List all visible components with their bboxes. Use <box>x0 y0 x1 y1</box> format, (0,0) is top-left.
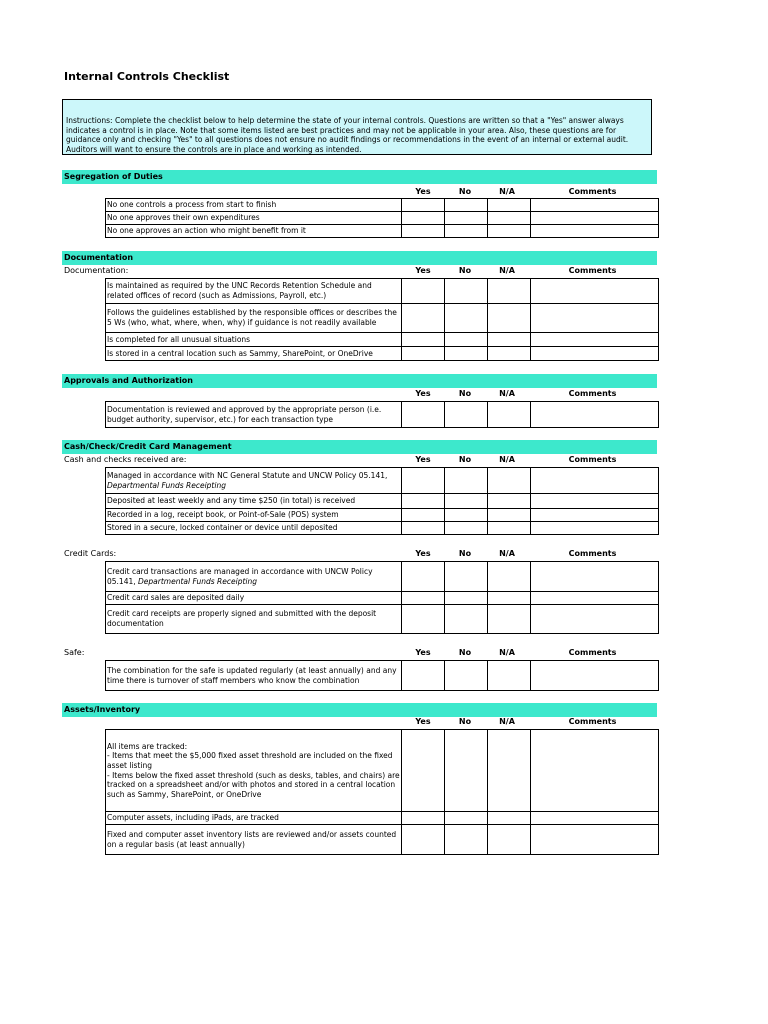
na-cell[interactable] <box>488 522 531 535</box>
yes-cell[interactable] <box>402 279 445 304</box>
question-cell: Is completed for all unusual situations <box>106 333 402 347</box>
column-headers <box>402 648 657 660</box>
na-cell[interactable] <box>488 661 531 691</box>
no-cell[interactable] <box>445 494 488 509</box>
table-row <box>106 212 659 225</box>
na-cell[interactable] <box>488 402 531 428</box>
no-cell[interactable] <box>445 333 488 347</box>
section-documentation: Documentation <box>62 251 657 265</box>
table-row <box>106 347 659 361</box>
table-row <box>106 730 659 812</box>
comments-cell[interactable] <box>531 825 659 855</box>
table-row <box>106 279 659 304</box>
yes-cell[interactable] <box>402 605 445 634</box>
table-row <box>106 825 659 855</box>
table-row <box>106 522 659 535</box>
question-cell: Computer assets, including iPads, are tracked <box>106 812 402 825</box>
col-comments: Comments <box>568 389 617 398</box>
comments-cell[interactable] <box>531 509 659 522</box>
question-cell: Is stored in a central location such as Sammy, SharePoint, or OneDrive <box>106 347 402 361</box>
question-cell: Credit card receipts are properly signed and submitted with the deposit documentation <box>106 605 402 634</box>
question-cell: No one controls a process from start to finish <box>106 199 402 212</box>
no-cell[interactable] <box>445 225 488 238</box>
column-headers <box>402 717 657 729</box>
table-row <box>106 509 659 522</box>
no-cell[interactable] <box>445 468 488 494</box>
col-na: N/A <box>499 187 515 196</box>
instructions-box: Instructions: Complete the checklist below to help determine the state of your internal controls. Questions are written so that a "Yes" answer always indicates a control is in place. Note that some items listed are best practices and may not be applicable in your area. Also, these questions are for guidance only and checking "Yes" to all questions does not ensure no audit findings or recommendations in the event of an internal or external audit. Auditors will want to ensure the controls are in place and working as intended. <box>62 99 652 155</box>
col-yes: Yes <box>415 187 431 196</box>
yes-cell[interactable] <box>402 199 445 212</box>
na-cell[interactable] <box>488 212 531 225</box>
comments-cell[interactable] <box>531 730 659 812</box>
question-cell <box>106 730 402 812</box>
yes-cell[interactable] <box>402 522 445 535</box>
col-no: No <box>458 266 472 275</box>
no-cell[interactable] <box>445 347 488 361</box>
no-cell[interactable] <box>445 825 488 855</box>
comments-cell[interactable] <box>531 347 659 361</box>
col-no: No <box>458 648 472 657</box>
question-line: - Items that meet the $5,000 fixed asset threshold are included on the fixed asset listing <box>107 751 393 770</box>
comments-cell[interactable] <box>531 402 659 428</box>
na-cell[interactable] <box>488 562 531 592</box>
na-cell[interactable] <box>488 279 531 304</box>
col-yes: Yes <box>415 455 431 464</box>
col-yes: Yes <box>415 389 431 398</box>
policy-title: Departmental Funds Receipting <box>107 480 226 490</box>
column-headers <box>402 549 657 561</box>
yes-cell[interactable] <box>402 730 445 812</box>
comments-cell[interactable] <box>531 592 659 605</box>
table-row <box>106 468 659 494</box>
comments-cell[interactable] <box>531 494 659 509</box>
segregation-table <box>105 198 659 238</box>
no-cell[interactable] <box>445 592 488 605</box>
na-cell[interactable] <box>488 812 531 825</box>
na-cell[interactable] <box>488 468 531 494</box>
documentation-table <box>105 278 659 361</box>
question-cell: No one approves an action who might benefit from it <box>106 225 402 238</box>
table-row <box>106 494 659 509</box>
yes-cell[interactable] <box>402 825 445 855</box>
comments-cell[interactable] <box>531 468 659 494</box>
safe-table <box>105 660 659 691</box>
yes-cell[interactable] <box>402 212 445 225</box>
question-cell <box>106 562 402 592</box>
question-cell: Follows the guidelines established by the responsible offices or describes the 5 Ws (who, what, where, when, why) if guidance is not readily available <box>106 304 402 333</box>
policy-title: Departmental Funds Receipting <box>138 576 257 586</box>
col-comments: Comments <box>568 187 617 196</box>
comments-cell[interactable] <box>531 333 659 347</box>
table-row <box>106 592 659 605</box>
yes-cell[interactable] <box>402 304 445 333</box>
col-yes: Yes <box>415 266 431 275</box>
na-cell[interactable] <box>488 509 531 522</box>
no-cell[interactable] <box>445 812 488 825</box>
col-na: N/A <box>499 648 515 657</box>
column-headers <box>402 389 657 401</box>
col-comments: Comments <box>568 266 617 275</box>
table-row <box>106 225 659 238</box>
na-cell[interactable] <box>488 304 531 333</box>
table-row <box>106 605 659 634</box>
col-na: N/A <box>499 549 515 558</box>
na-cell[interactable] <box>488 730 531 812</box>
na-cell[interactable] <box>488 333 531 347</box>
table-row <box>106 661 659 691</box>
cash-checks-label: Cash and checks received are: <box>64 455 187 464</box>
yes-cell[interactable] <box>402 562 445 592</box>
question-cell: Fixed and computer asset inventory lists are reviewed and/or assets counted on a regular basis (at least annually) <box>106 825 402 855</box>
safe-label: Safe: <box>64 648 85 657</box>
no-cell[interactable] <box>445 212 488 225</box>
section-assets-inventory: Assets/Inventory <box>62 703 657 717</box>
na-cell[interactable] <box>488 347 531 361</box>
question-cell <box>106 468 402 494</box>
question-line: - Items below the fixed asset threshold (such as desks, tables, and chairs) are tracked on a spreadsheet and/or with photos and stored in a central location such as Sammy, SharePoint, or OneDrive <box>107 770 400 799</box>
no-cell[interactable] <box>445 509 488 522</box>
col-comments: Comments <box>568 717 617 726</box>
comments-cell[interactable] <box>531 304 659 333</box>
col-yes: Yes <box>415 717 431 726</box>
table-row <box>106 304 659 333</box>
col-no: No <box>458 187 472 196</box>
credit-cards-label: Credit Cards: <box>64 549 117 558</box>
table-row <box>106 562 659 592</box>
question-line: All items are tracked: <box>107 741 188 751</box>
yes-cell[interactable] <box>402 661 445 691</box>
yes-cell[interactable] <box>402 509 445 522</box>
yes-cell[interactable] <box>402 592 445 605</box>
col-yes: Yes <box>415 549 431 558</box>
na-cell[interactable] <box>488 494 531 509</box>
comments-cell[interactable] <box>531 199 659 212</box>
documentation-label: Documentation: <box>64 266 129 275</box>
yes-cell[interactable] <box>402 494 445 509</box>
question-cell: Recorded in a log, receipt book, or Point-of-Sale (POS) system <box>106 509 402 522</box>
section-segregation-of-duties: Segregation of Duties <box>62 170 657 184</box>
no-cell[interactable] <box>445 279 488 304</box>
table-row <box>106 199 659 212</box>
question-cell: Stored in a secure, locked container or device until deposited <box>106 522 402 535</box>
yes-cell[interactable] <box>402 812 445 825</box>
col-no: No <box>458 717 472 726</box>
col-comments: Comments <box>568 455 617 464</box>
col-na: N/A <box>499 389 515 398</box>
section-cash-check-credit-card-management: Cash/Check/Credit Card Management <box>62 440 657 454</box>
question-cell: No one approves their own expenditures <box>106 212 402 225</box>
na-cell[interactable] <box>488 825 531 855</box>
comments-cell[interactable] <box>531 279 659 304</box>
col-na: N/A <box>499 717 515 726</box>
comments-cell[interactable] <box>531 661 659 691</box>
col-no: No <box>458 455 472 464</box>
question-cell: Documentation is reviewed and approved by the appropriate person (i.e. budget authority, supervisor, etc.) for each transaction type <box>106 402 402 428</box>
col-no: No <box>458 389 472 398</box>
page-title: Internal Controls Checklist <box>64 70 230 83</box>
no-cell[interactable] <box>445 661 488 691</box>
question-text: Managed in accordance with NC General Statute and UNCW Policy 05.141, <box>107 470 388 480</box>
na-cell[interactable] <box>488 592 531 605</box>
comments-cell[interactable] <box>531 812 659 825</box>
na-cell[interactable] <box>488 199 531 212</box>
credit-cards-table <box>105 561 659 634</box>
col-comments: Comments <box>568 648 617 657</box>
no-cell[interactable] <box>445 522 488 535</box>
col-na: N/A <box>499 455 515 464</box>
column-headers <box>402 455 657 467</box>
table-row <box>106 333 659 347</box>
comments-cell[interactable] <box>531 212 659 225</box>
question-text: Credit card transactions are managed in accordance with UNCW Policy 05.141, <box>107 566 373 586</box>
cash-table <box>105 467 659 535</box>
approvals-table <box>105 401 659 428</box>
no-cell[interactable] <box>445 730 488 812</box>
na-cell[interactable] <box>488 225 531 238</box>
comments-cell[interactable] <box>531 522 659 535</box>
col-comments: Comments <box>568 549 617 558</box>
col-na: N/A <box>499 266 515 275</box>
comments-cell[interactable] <box>531 562 659 592</box>
assets-table <box>105 729 659 855</box>
comments-cell[interactable] <box>531 225 659 238</box>
no-cell[interactable] <box>445 304 488 333</box>
question-cell: Is maintained as required by the UNC Records Retention Schedule and related offices of record (such as Admissions, Payroll, etc.) <box>106 279 402 304</box>
question-cell: Deposited at least weekly and any time $250 (in total) is received <box>106 494 402 509</box>
question-cell: Credit card sales are deposited daily <box>106 592 402 605</box>
yes-cell[interactable] <box>402 333 445 347</box>
na-cell[interactable] <box>488 605 531 634</box>
no-cell[interactable] <box>445 605 488 634</box>
yes-cell[interactable] <box>402 402 445 428</box>
col-no: No <box>458 549 472 558</box>
yes-cell[interactable] <box>402 347 445 361</box>
no-cell[interactable] <box>445 199 488 212</box>
yes-cell[interactable] <box>402 468 445 494</box>
question-cell: The combination for the safe is updated regularly (at least annually) and any time there is turnover of staff members who know the combination <box>106 661 402 691</box>
table-row <box>106 402 659 428</box>
section-approvals-and-authorization: Approvals and Authorization <box>62 374 657 388</box>
no-cell[interactable] <box>445 402 488 428</box>
column-headers <box>402 266 657 278</box>
yes-cell[interactable] <box>402 225 445 238</box>
comments-cell[interactable] <box>531 605 659 634</box>
table-row <box>106 812 659 825</box>
no-cell[interactable] <box>445 562 488 592</box>
col-yes: Yes <box>415 648 431 657</box>
